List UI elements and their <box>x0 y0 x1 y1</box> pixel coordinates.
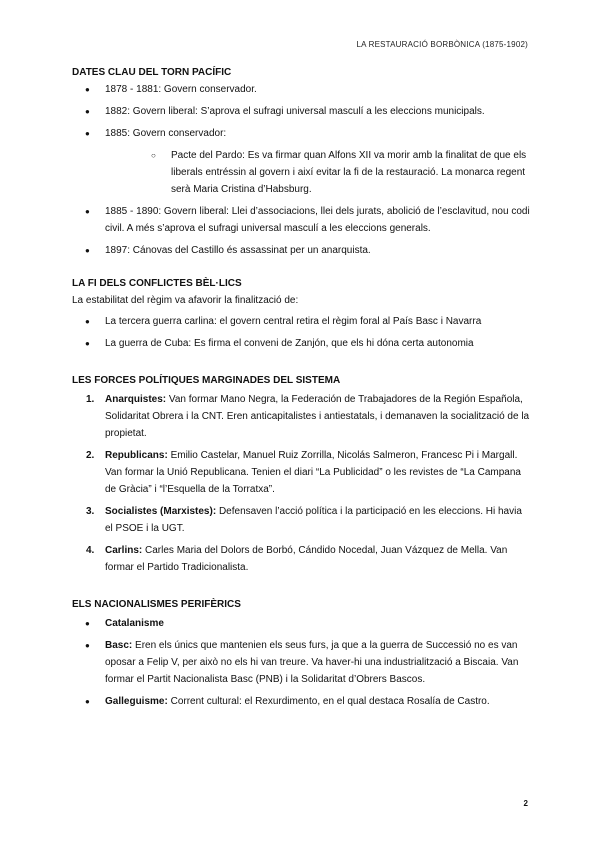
page-number: 2 <box>523 799 528 808</box>
section-heading: LES FORCES POLÍTIQUES MARGINADES DEL SISTEMA <box>72 375 341 386</box>
item-text: Van formar Mano Negra, la Federación de Trabajadores de la Región Española, Solidaritat Obrera i la CNT. Eren anticapitalistes i antiestatals, i demanaven la socialització de la propietat. <box>105 394 530 439</box>
sub-list <box>105 147 532 198</box>
list-item-text: 1885: Govern conservador: <box>105 128 227 139</box>
section-conflictes <box>72 275 532 352</box>
section-heading: DATES CLAU DEL TORN PACÍFIC <box>72 67 232 78</box>
list-item <box>72 615 532 632</box>
list-item: ● 1897: Cánovas del Castillo és assassinat per un anarquista. <box>72 242 532 259</box>
item-number: 3. <box>86 506 95 517</box>
item-text: Eren els únics que mantenien els seus furs, ja que a la guerra de Successió no es van oposar a Felip V, per això no els hi van treure. Va haver-hi una industrialització a Biscaia. Van formar el Partit Nacionalista Basc (PNB) i la Solidaritat d’Obrers Bascos. <box>105 640 519 685</box>
nationalism-list <box>72 615 532 710</box>
list-item <box>72 447 532 498</box>
section-nacionalismes <box>72 596 532 710</box>
conflict-list <box>72 313 532 352</box>
list-item <box>72 542 532 576</box>
item-text: Corrent cultural: el Rexurdimento, en el qual destaca Rosalía de Castro. <box>167 696 490 707</box>
list-item <box>72 637 532 688</box>
list-item <box>72 693 532 710</box>
item-number: 4. <box>86 545 95 556</box>
item-label: Carlins: <box>105 545 143 556</box>
section-forces-marginades <box>72 372 532 576</box>
item-label: Basc: <box>105 640 133 651</box>
item-label: Galleguisme: <box>105 696 168 707</box>
item-number: 1. <box>86 394 95 405</box>
item-text: Emilio Castelar, Manuel Ruiz Zorrilla, Nicolás Salmeron, Francesc Pi i Margall. Van formar la Unió Republicana. Tenien el diari “La Publicidad” o les revistes de “La Campana de Gràcia” i “l’Esquella de la Torratxa”. <box>105 450 521 495</box>
section-heading: ELS NACIONALISMES PERIFÈRICS <box>72 599 241 610</box>
list-item: ● La tercera guerra carlina: el govern central retira el règim foral al País Basc i Navarra <box>72 313 532 330</box>
item-text: Defensaven l’acció política i la participació en les eleccions. Hi havia el PSOE i la UGT. <box>105 506 522 534</box>
item-label: Republicans: <box>105 450 168 461</box>
item-label: Catalanisme <box>105 618 164 629</box>
document-body <box>72 64 532 730</box>
sub-list-item: ○ Pacte del Pardo: Es va firmar quan Alfons XII va morir amb la finalitat de que els liberals entréssin al govern i així evitar la fi de la restauració. La monarca regent serà Maria Cristina d’Habsburg. <box>138 147 532 198</box>
section-intro: La estabilitat del règim va afavorir la finalització de: <box>72 295 299 306</box>
item-number: 2. <box>86 450 95 461</box>
section-heading: LA FI DELS CONFLICTES BÈL·LICS <box>72 278 242 289</box>
item-text: Carles Maria del Dolors de Borbó, Cándido Nocedal, Juan Vázquez de Mella. Van formar el Partido Tradicionalista. <box>105 545 508 573</box>
list-item <box>72 125 532 198</box>
list-item: ● 1878 - 1881: Govern conservador. <box>72 81 532 98</box>
list-item <box>72 503 532 537</box>
item-label: Anarquistes: <box>105 394 167 405</box>
item-label: Socialistes (Marxistes): <box>105 506 217 517</box>
list-item: ● La guerra de Cuba: Es firma el conveni de Zanjón, que els hi dóna certa autonomia <box>72 335 532 352</box>
list-item: ● 1885 - 1890: Govern liberal: Llei d’associacions, llei dels jurats, abolició de l’esclavitud, nou codi civil. A més s’aprova el sufragi universal masculí a les eleccions generals. <box>72 203 532 237</box>
section-torn-pacific <box>72 64 532 259</box>
list-item <box>72 391 532 442</box>
date-list <box>72 81 532 259</box>
list-item: ● 1882: Govern liberal: S’aprova el sufragi universal masculí a les eleccions municipals. <box>72 103 532 120</box>
forces-list <box>72 391 532 576</box>
page-header: LA RESTAURACIÓ BORBÒNICA (1875-1902) <box>356 40 528 49</box>
